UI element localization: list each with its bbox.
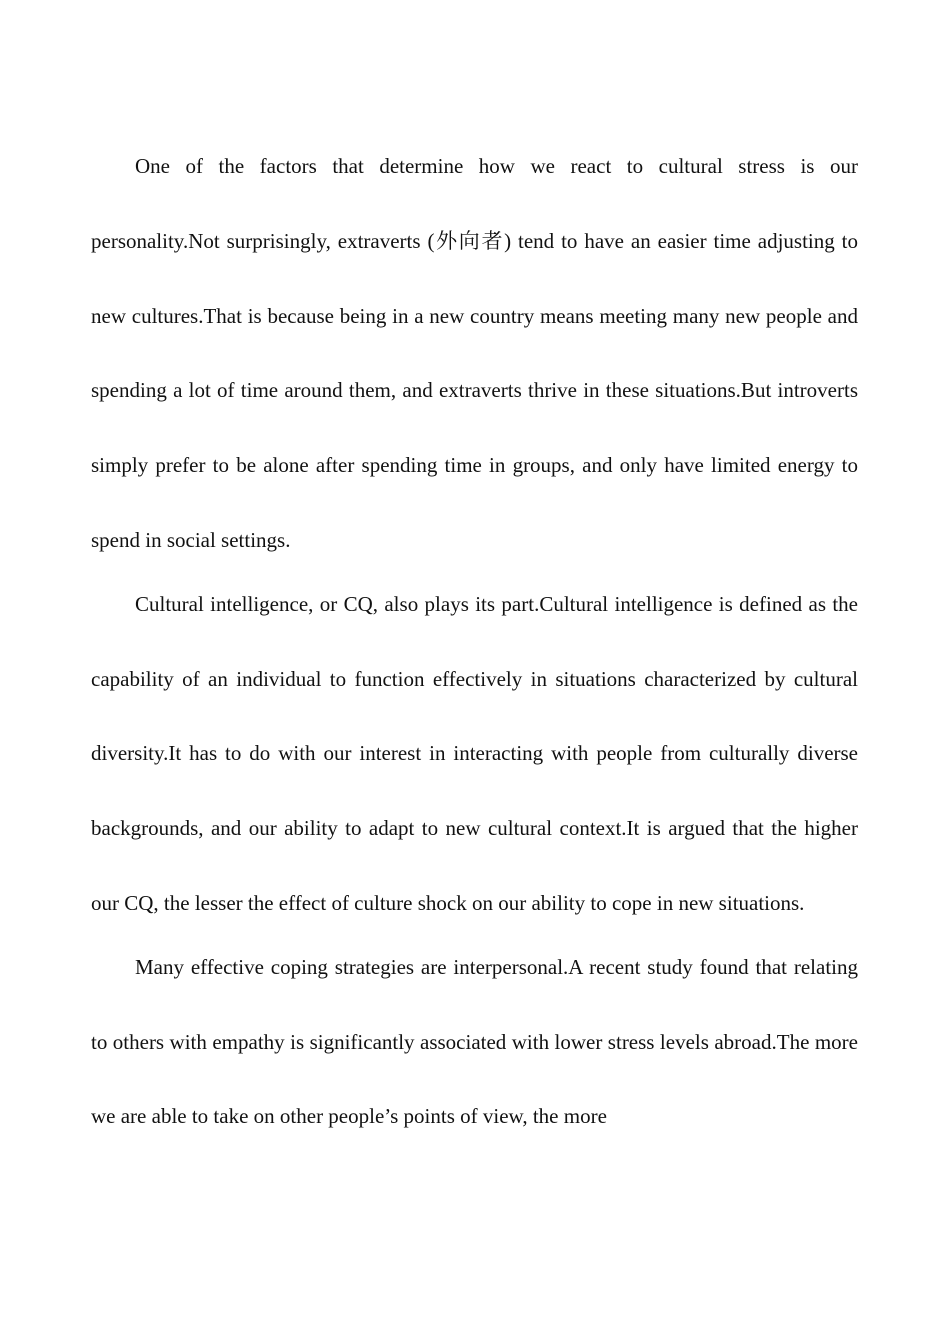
paragraph-personality: One of the factors that determine how we react to cultural stress is our personality.Not surprisingly, extraverts (外向者) tend to have an easier time adjusting to new cultures.That is because being in a new country means meeting many new people and spending a lot of time around them, and extraverts thrive in these situations.But introverts simply prefer to be alone after spending time in groups, and only have limited energy to spend in social settings. (91, 154, 858, 552)
paragraph-coping-strategies: Many effective coping strategies are interpersonal.A recent study found that relating to others with empathy is significantly associated with lower stress levels abroad.The more we are able to take on other people’s points of view, the more (91, 954, 858, 1129)
paragraph-cultural-intelligence: Cultural intelligence, or CQ, also plays its part.Cultural intelligence is defined as the capability of an individual to function effectively in situations characterized by cultural diversity.It has to do with our interest in interacting with people from culturally diverse backgrounds, and our ability to adapt to new cultural context.It is argued that the higher our CQ, the lesser the effect of culture shock on our ability to cope in new situations. (91, 591, 858, 915)
document-body (91, 129, 858, 1154)
